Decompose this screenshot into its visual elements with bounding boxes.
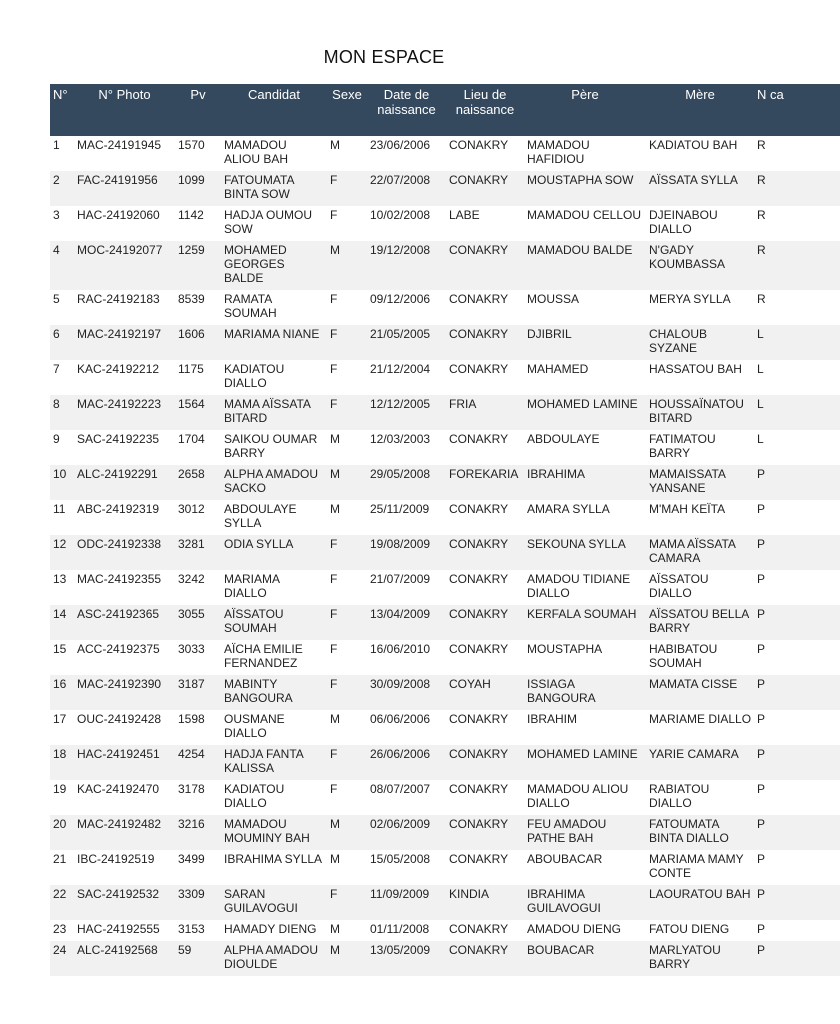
table-row <box>50 815 840 850</box>
cell-pere: AMADOU DIENG <box>527 922 622 936</box>
table-row <box>50 780 840 815</box>
cell-sexe: F <box>330 397 338 411</box>
cell-number: 18 <box>53 747 67 761</box>
cell-sexe: M <box>330 467 340 481</box>
table-row <box>50 605 840 640</box>
cell-candidat: ABDOULAYE SYLLA <box>224 502 297 530</box>
cell-extra: R <box>757 173 766 187</box>
cell-pv: 3055 <box>178 607 205 621</box>
cell-lieu-naissance: CONAKRY <box>449 747 509 761</box>
cell-pere: IBRAHIM <box>527 712 578 726</box>
cell-lieu-naissance: CONAKRY <box>449 327 509 341</box>
cell-date-naissance: 12/12/2005 <box>370 397 431 411</box>
col-header-mere: Mère <box>685 87 715 102</box>
cell-number: 17 <box>53 712 67 726</box>
cell-candidat: MAMADOU ALIOU BAH <box>224 138 289 166</box>
cell-number: 24 <box>53 943 67 957</box>
cell-lieu-naissance: CONAKRY <box>449 362 509 376</box>
table-row <box>50 850 840 885</box>
cell-lieu-naissance: CONAKRY <box>449 537 509 551</box>
cell-sexe: F <box>330 607 338 621</box>
cell-number: 15 <box>53 642 67 656</box>
cell-sexe: M <box>330 817 340 831</box>
cell-candidat: HAMADY DIENG <box>224 922 317 936</box>
cell-mere: MARIAME DIALLO <box>649 712 752 726</box>
cell-photo-id: HAC-24192555 <box>77 922 160 936</box>
table-row <box>50 941 840 976</box>
cell-pere: MOHAMED LAMINE <box>527 747 638 761</box>
col-header-pv: Pv <box>190 87 206 102</box>
cell-extra: R <box>757 208 766 222</box>
table-row <box>50 395 840 430</box>
cell-photo-id: OUC-24192428 <box>77 712 162 726</box>
cell-extra: L <box>757 432 764 446</box>
cell-extra: P <box>757 502 766 516</box>
cell-lieu-naissance: CONAKRY <box>449 922 509 936</box>
cell-mere: MAMA AÏSSATA CAMARA <box>649 537 736 565</box>
cell-sexe: M <box>330 943 340 957</box>
cell-pere: DJIBRIL <box>527 327 572 341</box>
cell-number: 23 <box>53 922 67 936</box>
cell-photo-id: ACC-24192375 <box>77 642 160 656</box>
cell-photo-id: MOC-24192077 <box>77 243 163 257</box>
cell-pere: AMARA SYLLA <box>527 502 610 516</box>
cell-photo-id: IBC-24192519 <box>77 852 155 866</box>
cell-photo-id: SAC-24192235 <box>77 432 160 446</box>
cell-extra: P <box>757 852 766 866</box>
cell-pv: 3178 <box>178 782 205 796</box>
cell-lieu-naissance: FRIA <box>449 397 477 411</box>
cell-mere: HABIBATOU SOUMAH <box>649 642 718 670</box>
cell-mere: MARLYATOU BARRY <box>649 943 721 971</box>
cell-pere: ISSIAGA BANGOURA <box>527 677 596 705</box>
cell-photo-id: MAC-24192390 <box>77 677 162 691</box>
cell-candidat: MABINTY BANGOURA <box>224 677 293 705</box>
cell-pv: 3216 <box>178 817 205 831</box>
cell-pv: 3242 <box>178 572 205 586</box>
cell-extra: P <box>757 747 766 761</box>
cell-sexe: F <box>330 572 338 586</box>
col-header-date-naissance: Date de naissance <box>377 87 436 117</box>
cell-sexe: F <box>330 537 338 551</box>
cell-sexe: F <box>330 173 338 187</box>
table-row <box>50 360 840 395</box>
cell-photo-id: MAC-24192197 <box>77 327 162 341</box>
cell-candidat: MAMA AÏSSATA BITARD <box>224 397 311 425</box>
cell-pere: MAMADOU BALDE <box>527 243 633 257</box>
cell-date-naissance: 21/12/2004 <box>370 362 431 376</box>
cell-number: 11 <box>53 502 66 516</box>
cell-sexe: M <box>330 243 340 257</box>
cell-date-naissance: 13/05/2009 <box>370 943 431 957</box>
cell-photo-id: HAC-24192451 <box>77 747 160 761</box>
cell-extra: P <box>757 817 766 831</box>
cell-mere: DJEINABOU DIALLO <box>649 208 718 236</box>
cell-pv: 59 <box>178 943 192 957</box>
cell-pv: 3033 <box>178 642 205 656</box>
cell-pere: MOUSTAPHA <box>527 642 603 656</box>
cell-mere: LAOURATOU BAH <box>649 887 751 901</box>
cell-number: 10 <box>53 467 67 481</box>
cell-lieu-naissance: CONAKRY <box>449 173 509 187</box>
cell-extra: P <box>757 677 766 691</box>
cell-mere: YARIE CAMARA <box>649 747 739 761</box>
cell-date-naissance: 25/11/2009 <box>370 502 430 516</box>
cell-lieu-naissance: CONAKRY <box>449 817 509 831</box>
cell-sexe: F <box>330 642 338 656</box>
cell-candidat: KADIATOU DIALLO <box>224 362 285 390</box>
cell-mere: FATOU DIENG <box>649 922 730 936</box>
cell-lieu-naissance: CONAKRY <box>449 572 509 586</box>
cell-candidat: ALPHA AMADOU SACKO <box>224 467 319 495</box>
table-row <box>50 570 840 605</box>
cell-photo-id: ALC-24192568 <box>77 943 158 957</box>
cell-number: 21 <box>53 852 67 866</box>
cell-extra: P <box>757 943 766 957</box>
cell-pv: 8539 <box>178 292 205 306</box>
cell-candidat: AÏCHA EMILIE FERNANDEZ <box>224 642 303 670</box>
cell-lieu-naissance: CONAKRY <box>449 502 509 516</box>
col-header-sexe: Sexe <box>332 87 362 102</box>
cell-pv: 4254 <box>178 747 205 761</box>
cell-photo-id: MAC-24191945 <box>77 138 162 152</box>
cell-lieu-naissance: CONAKRY <box>449 607 509 621</box>
table-row <box>50 500 840 535</box>
cell-candidat: ALPHA AMADOU DIOULDE <box>224 943 319 971</box>
cell-extra: P <box>757 607 766 621</box>
cell-pv: 1175 <box>178 362 204 376</box>
cell-mere: AÏSSATA SYLLA <box>649 173 738 187</box>
cell-lieu-naissance: COYAH <box>449 677 491 691</box>
cell-candidat: AÏSSATOU SOUMAH <box>224 607 284 635</box>
cell-pere: ABOUBACAR <box>527 852 603 866</box>
cell-number: 13 <box>53 572 67 586</box>
cell-extra: R <box>757 138 766 152</box>
cell-pere: SEKOUNA SYLLA <box>527 537 626 551</box>
cell-lieu-naissance: CONAKRY <box>449 138 509 152</box>
cell-photo-id: MAC-24192355 <box>77 572 162 586</box>
cell-pere: MAMADOU ALIOU DIALLO <box>527 782 629 810</box>
cell-mere: MAMATA CISSE <box>649 677 738 691</box>
cell-candidat: RAMATA SOUMAH <box>224 292 277 320</box>
cell-lieu-naissance: CONAKRY <box>449 292 509 306</box>
cell-photo-id: ABC-24192319 <box>77 502 160 516</box>
cell-date-naissance: 09/12/2006 <box>370 292 431 306</box>
col-header-photo: N° Photo <box>98 87 151 102</box>
cell-pere: MAMADOU CELLOU <box>527 208 642 222</box>
table-row <box>50 885 840 920</box>
cell-mere: MARIAMA MAMY CONTE <box>649 852 744 880</box>
cell-mere: N'GADY KOUMBASSA <box>649 243 726 271</box>
cell-extra: L <box>757 327 764 341</box>
cell-pv: 3309 <box>178 887 205 901</box>
cell-sexe: F <box>330 747 338 761</box>
cell-number: 22 <box>53 887 67 901</box>
cell-number: 3 <box>53 208 60 222</box>
cell-mere: MAMAISSATA YANSANE <box>649 467 726 495</box>
cell-candidat: HADJA FANTA KALISSA <box>224 747 304 775</box>
table-row <box>50 640 840 675</box>
cell-pere: MOUSTAPHA SOW <box>527 173 634 187</box>
table-body <box>50 136 840 976</box>
cell-number: 12 <box>53 537 67 551</box>
cell-lieu-naissance: CONAKRY <box>449 712 509 726</box>
cell-pv: 1704 <box>178 432 205 446</box>
cell-pere: IBRAHIMA GUILAVOGUI <box>527 887 601 915</box>
cell-candidat: MARIAMA DIALLO <box>224 572 280 600</box>
cell-lieu-naissance: CONAKRY <box>449 943 509 957</box>
cell-extra: P <box>757 782 766 796</box>
cell-sexe: F <box>330 362 338 376</box>
cell-date-naissance: 11/09/2009 <box>370 887 430 901</box>
col-header-lieu-naissance: Lieu de naissance <box>455 87 515 117</box>
cell-pv: 1570 <box>178 138 205 152</box>
cell-extra: L <box>757 362 764 376</box>
cell-number: 8 <box>53 397 60 411</box>
cell-sexe: F <box>330 208 338 222</box>
cell-number: 4 <box>53 243 60 257</box>
cell-date-naissance: 23/06/2006 <box>370 138 431 152</box>
cell-extra: P <box>757 467 766 481</box>
cell-number: 7 <box>53 362 60 376</box>
cell-date-naissance: 19/08/2009 <box>370 537 431 551</box>
cell-lieu-naissance: CONAKRY <box>449 852 509 866</box>
cell-pv: 2658 <box>178 467 205 481</box>
col-header-number: N° <box>53 87 68 102</box>
table-row <box>50 745 840 780</box>
cell-mere: AÏSSATOU BELLA BARRY <box>649 607 749 635</box>
cell-date-naissance: 21/07/2009 <box>370 572 431 586</box>
cell-number: 6 <box>53 327 60 341</box>
cell-sexe: M <box>330 922 340 936</box>
cell-number: 9 <box>53 432 60 446</box>
cell-photo-id: KAC-24192470 <box>77 782 160 796</box>
cell-mere: HASSATOU BAH <box>649 362 742 376</box>
cell-candidat: MOHAMED GEORGES BALDE <box>224 243 287 285</box>
cell-extra: L <box>757 397 764 411</box>
col-header-pere: Père <box>571 87 599 102</box>
table-row <box>50 430 840 465</box>
cell-lieu-naissance: CONAKRY <box>449 642 509 656</box>
cell-date-naissance: 08/07/2007 <box>370 782 431 796</box>
cell-mere: AÏSSATOU DIALLO <box>649 572 709 600</box>
candidates-table-container[interactable] <box>50 84 784 976</box>
cell-sexe: F <box>330 677 338 691</box>
cell-mere: RABIATOU DIALLO <box>649 782 710 810</box>
table-row <box>50 325 840 360</box>
cell-pv: 1598 <box>178 712 205 726</box>
cell-date-naissance: 19/12/2008 <box>370 243 431 257</box>
table-row <box>50 465 840 500</box>
cell-pere: MAMADOU HAFIDIOU <box>527 138 590 166</box>
cell-sexe: F <box>330 887 338 901</box>
table-row <box>50 535 840 570</box>
cell-date-naissance: 13/04/2009 <box>370 607 431 621</box>
cell-extra: P <box>757 537 766 551</box>
cell-sexe: M <box>330 502 340 516</box>
cell-mere: M'MAH KEÏTA <box>649 502 726 516</box>
cell-lieu-naissance: LABE <box>449 208 480 222</box>
cell-photo-id: ALC-24192291 <box>77 467 158 481</box>
cell-candidat: IBRAHIMA SYLLA <box>224 852 323 866</box>
cell-pv: 3281 <box>178 537 205 551</box>
cell-number: 2 <box>53 173 60 187</box>
cell-mere: HOUSSAÏNATOU BITARD <box>649 397 744 425</box>
cell-date-naissance: 21/05/2005 <box>370 327 431 341</box>
cell-number: 1 <box>53 138 60 152</box>
cell-candidat: ODIA SYLLA <box>224 537 294 551</box>
cell-photo-id: RAC-24192183 <box>77 292 160 306</box>
cell-extra: P <box>757 642 766 656</box>
cell-pere: FEU AMADOU PATHE BAH <box>527 817 607 845</box>
cell-photo-id: SAC-24192532 <box>77 887 160 901</box>
table-row <box>50 710 840 745</box>
table-row <box>50 920 840 941</box>
cell-photo-id: ODC-24192338 <box>77 537 162 551</box>
cell-extra: P <box>757 572 766 586</box>
cell-photo-id: KAC-24192212 <box>77 362 160 376</box>
cell-pv: 3012 <box>178 502 205 516</box>
cell-number: 19 <box>53 782 67 796</box>
cell-date-naissance: 15/05/2008 <box>370 852 431 866</box>
cell-photo-id: MAC-24192223 <box>77 397 162 411</box>
cell-extra: R <box>757 292 766 306</box>
cell-lieu-naissance: CONAKRY <box>449 432 509 446</box>
table-row <box>50 241 840 290</box>
cell-pere: KERFALA SOUMAH <box>527 607 637 621</box>
cell-candidat: SARAN GUILAVOGUI <box>224 887 298 915</box>
cell-date-naissance: 10/02/2008 <box>370 208 431 222</box>
cell-mere: FATIMATOU BARRY <box>649 432 716 460</box>
cell-extra: P <box>757 712 766 726</box>
cell-sexe: M <box>330 712 340 726</box>
cell-sexe: F <box>330 782 338 796</box>
cell-photo-id: ASC-24192365 <box>77 607 160 621</box>
cell-date-naissance: 30/09/2008 <box>370 677 431 691</box>
cell-sexe: F <box>330 292 338 306</box>
cell-extra: P <box>757 922 766 936</box>
cell-pv: 3153 <box>178 922 205 936</box>
cell-photo-id: FAC-24191956 <box>77 173 158 187</box>
cell-candidat: OUSMANE DIALLO <box>224 712 285 740</box>
col-header-candidat: Candidat <box>247 87 301 102</box>
cell-number: 14 <box>53 607 67 621</box>
cell-candidat: MARIAMA NIANE <box>224 327 320 341</box>
cell-date-naissance: 01/11/2008 <box>370 922 430 936</box>
cell-mere: MERYA SYLLA <box>649 292 731 306</box>
cell-pv: 1099 <box>178 173 205 187</box>
cell-date-naissance: 12/03/2003 <box>370 432 431 446</box>
cell-lieu-naissance: KINDIA <box>449 887 490 901</box>
cell-candidat: FATOUMATA BINTA SOW <box>224 173 294 201</box>
candidates-table <box>50 84 840 976</box>
cell-sexe: M <box>330 138 340 152</box>
cell-candidat: MAMADOU MOUMINY BAH <box>224 817 310 845</box>
cell-candidat: KADIATOU DIALLO <box>224 782 285 810</box>
cell-number: 16 <box>53 677 67 691</box>
cell-photo-id: MAC-24192482 <box>77 817 162 831</box>
cell-pere: AMADOU TIDIANE DIALLO <box>527 572 631 600</box>
cell-date-naissance: 29/05/2008 <box>370 467 431 481</box>
cell-pv: 3499 <box>178 852 205 866</box>
cell-mere: FATOUMATA BINTA DIALLO <box>649 817 729 845</box>
cell-candidat: SAIKOU OUMAR BARRY <box>224 432 318 460</box>
cell-mere: CHALOUB SYZANE <box>649 327 708 355</box>
cell-extra: P <box>757 887 766 901</box>
cell-extra: R <box>757 243 766 257</box>
cell-date-naissance: 02/06/2009 <box>370 817 431 831</box>
cell-pere: ABDOULAYE <box>527 432 600 446</box>
cell-lieu-naissance: FOREKARIA <box>449 467 519 481</box>
cell-pere: BOUBACAR <box>527 943 595 957</box>
cell-date-naissance: 26/06/2006 <box>370 747 431 761</box>
cell-lieu-naissance: CONAKRY <box>449 243 509 257</box>
cell-date-naissance: 16/06/2010 <box>370 642 431 656</box>
table-header-row <box>50 84 840 136</box>
table-row <box>50 290 840 325</box>
cell-sexe: F <box>330 327 338 341</box>
cell-number: 5 <box>53 292 60 306</box>
cell-pv: 1142 <box>178 208 204 222</box>
cell-sexe: M <box>330 852 340 866</box>
table-row <box>50 136 840 171</box>
col-header-extra: N ca <box>757 87 784 102</box>
cell-mere: KADIATOU BAH <box>649 138 738 152</box>
table-row <box>50 675 840 710</box>
cell-pv: 1259 <box>178 243 205 257</box>
cell-candidat: HADJA OUMOU SOW <box>224 208 313 236</box>
cell-photo-id: HAC-24192060 <box>77 208 160 222</box>
page-title: MON ESPACE <box>323 47 445 67</box>
cell-pv: 1606 <box>178 327 205 341</box>
cell-pv: 3187 <box>178 677 205 691</box>
cell-number: 20 <box>53 817 67 831</box>
cell-pere: MOHAMED LAMINE <box>527 397 638 411</box>
cell-pv: 1564 <box>178 397 205 411</box>
cell-sexe: M <box>330 432 340 446</box>
cell-pere: MAHAMED <box>527 362 589 376</box>
table-row <box>50 171 840 206</box>
cell-date-naissance: 22/07/2008 <box>370 173 431 187</box>
table-row <box>50 206 840 241</box>
cell-pere: IBRAHIMA <box>527 467 586 481</box>
cell-lieu-naissance: CONAKRY <box>449 782 509 796</box>
cell-pere: MOUSSA <box>527 292 580 306</box>
cell-date-naissance: 06/06/2006 <box>370 712 431 726</box>
